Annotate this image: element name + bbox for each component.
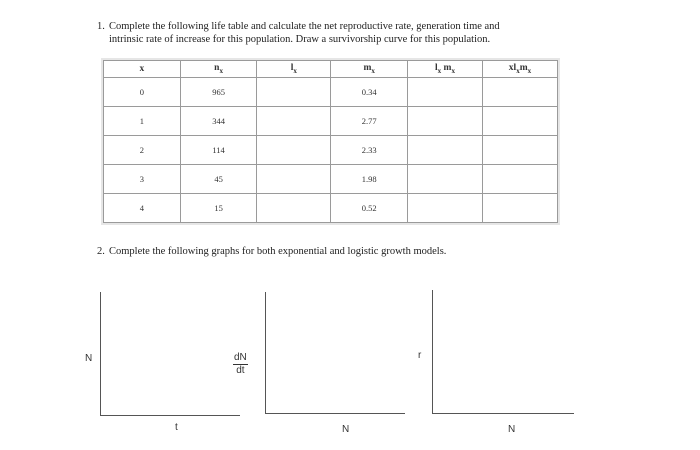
cell-xlxmx[interactable]: [482, 136, 557, 165]
cell-lx[interactable]: [257, 136, 331, 165]
cell-lx[interactable]: [257, 194, 331, 223]
cell-x: 2: [104, 136, 181, 165]
question-1-line-1: Complete the following life table and calculate the net reproductive rate, generation time and: [109, 21, 500, 32]
cell-lxmx[interactable]: [408, 136, 483, 165]
header-lxmx: $l_x$ $m_x$: [408, 61, 483, 78]
cell-lxmx[interactable]: [408, 165, 483, 194]
cell-mx: 0.34: [331, 78, 408, 107]
cell-lx[interactable]: [257, 78, 331, 107]
graph-1-y-label: N: [85, 353, 93, 364]
cell-nx: 114: [180, 136, 257, 165]
table-row: [104, 194, 558, 223]
graph-2-y-label-numerator: dN: [234, 352, 247, 363]
cell-x: 0: [104, 78, 181, 107]
graph-3-y-axis: [432, 290, 433, 414]
question-1-number: 1.: [97, 21, 105, 32]
table-row: [104, 165, 558, 194]
cell-nx: 45: [180, 165, 257, 194]
cell-xlxmx[interactable]: [482, 165, 557, 194]
header-x: x: [104, 61, 181, 78]
graph-2-y-label: [233, 352, 248, 377]
graph-3-x-label: N: [508, 424, 516, 435]
graph-3-x-axis: [432, 413, 574, 414]
table-row: [104, 78, 558, 107]
graph-2-x-axis: [265, 413, 405, 414]
cell-x: 3: [104, 165, 181, 194]
life-table-header-row: [104, 61, 558, 78]
cell-mx: 2.33: [331, 136, 408, 165]
cell-lxmx[interactable]: [408, 194, 483, 223]
life-table: [103, 60, 558, 223]
cell-lxmx[interactable]: [408, 78, 483, 107]
cell-x: 4: [104, 194, 181, 223]
cell-mx: 2.77: [331, 107, 408, 136]
graph-1-y-axis: [100, 292, 101, 416]
graph-3-y-label: r: [418, 350, 422, 361]
cell-mx: 0.52: [331, 194, 408, 223]
header-mx: $m_x$: [331, 61, 408, 78]
question-2-text: Complete the following graphs for both exponential and logistic growth models.: [109, 246, 447, 257]
cell-x: 1: [104, 107, 181, 136]
question-1: [97, 20, 597, 46]
graph-2-x-label: N: [342, 424, 350, 435]
cell-lxmx[interactable]: [408, 107, 483, 136]
cell-xlxmx[interactable]: [482, 78, 557, 107]
graph-1-x-axis: [100, 415, 240, 416]
table-row: [104, 107, 558, 136]
cell-nx: 15: [180, 194, 257, 223]
header-xlxmx: $xl_xm_x$: [482, 61, 557, 78]
cell-lx[interactable]: [257, 107, 331, 136]
cell-xlxmx[interactable]: [482, 194, 557, 223]
header-lx: $l_x$: [257, 61, 331, 78]
graph-1-x-label: t: [175, 422, 178, 433]
cell-nx: 344: [180, 107, 257, 136]
cell-nx: 965: [180, 78, 257, 107]
cell-xlxmx[interactable]: [482, 107, 557, 136]
header-nx: $n_x$: [180, 61, 257, 78]
table-row: [104, 136, 558, 165]
graph-2-y-label-denominator: dt: [236, 365, 245, 376]
question-1-line-2: intrinsic rate of increase for this population. Draw a survivorship curve for this population.: [109, 34, 491, 45]
cell-mx: 1.98: [331, 165, 408, 194]
cell-lx[interactable]: [257, 165, 331, 194]
question-2-number: 2.: [97, 246, 105, 257]
question-2: [97, 245, 446, 258]
graph-2-y-axis: [265, 292, 266, 414]
